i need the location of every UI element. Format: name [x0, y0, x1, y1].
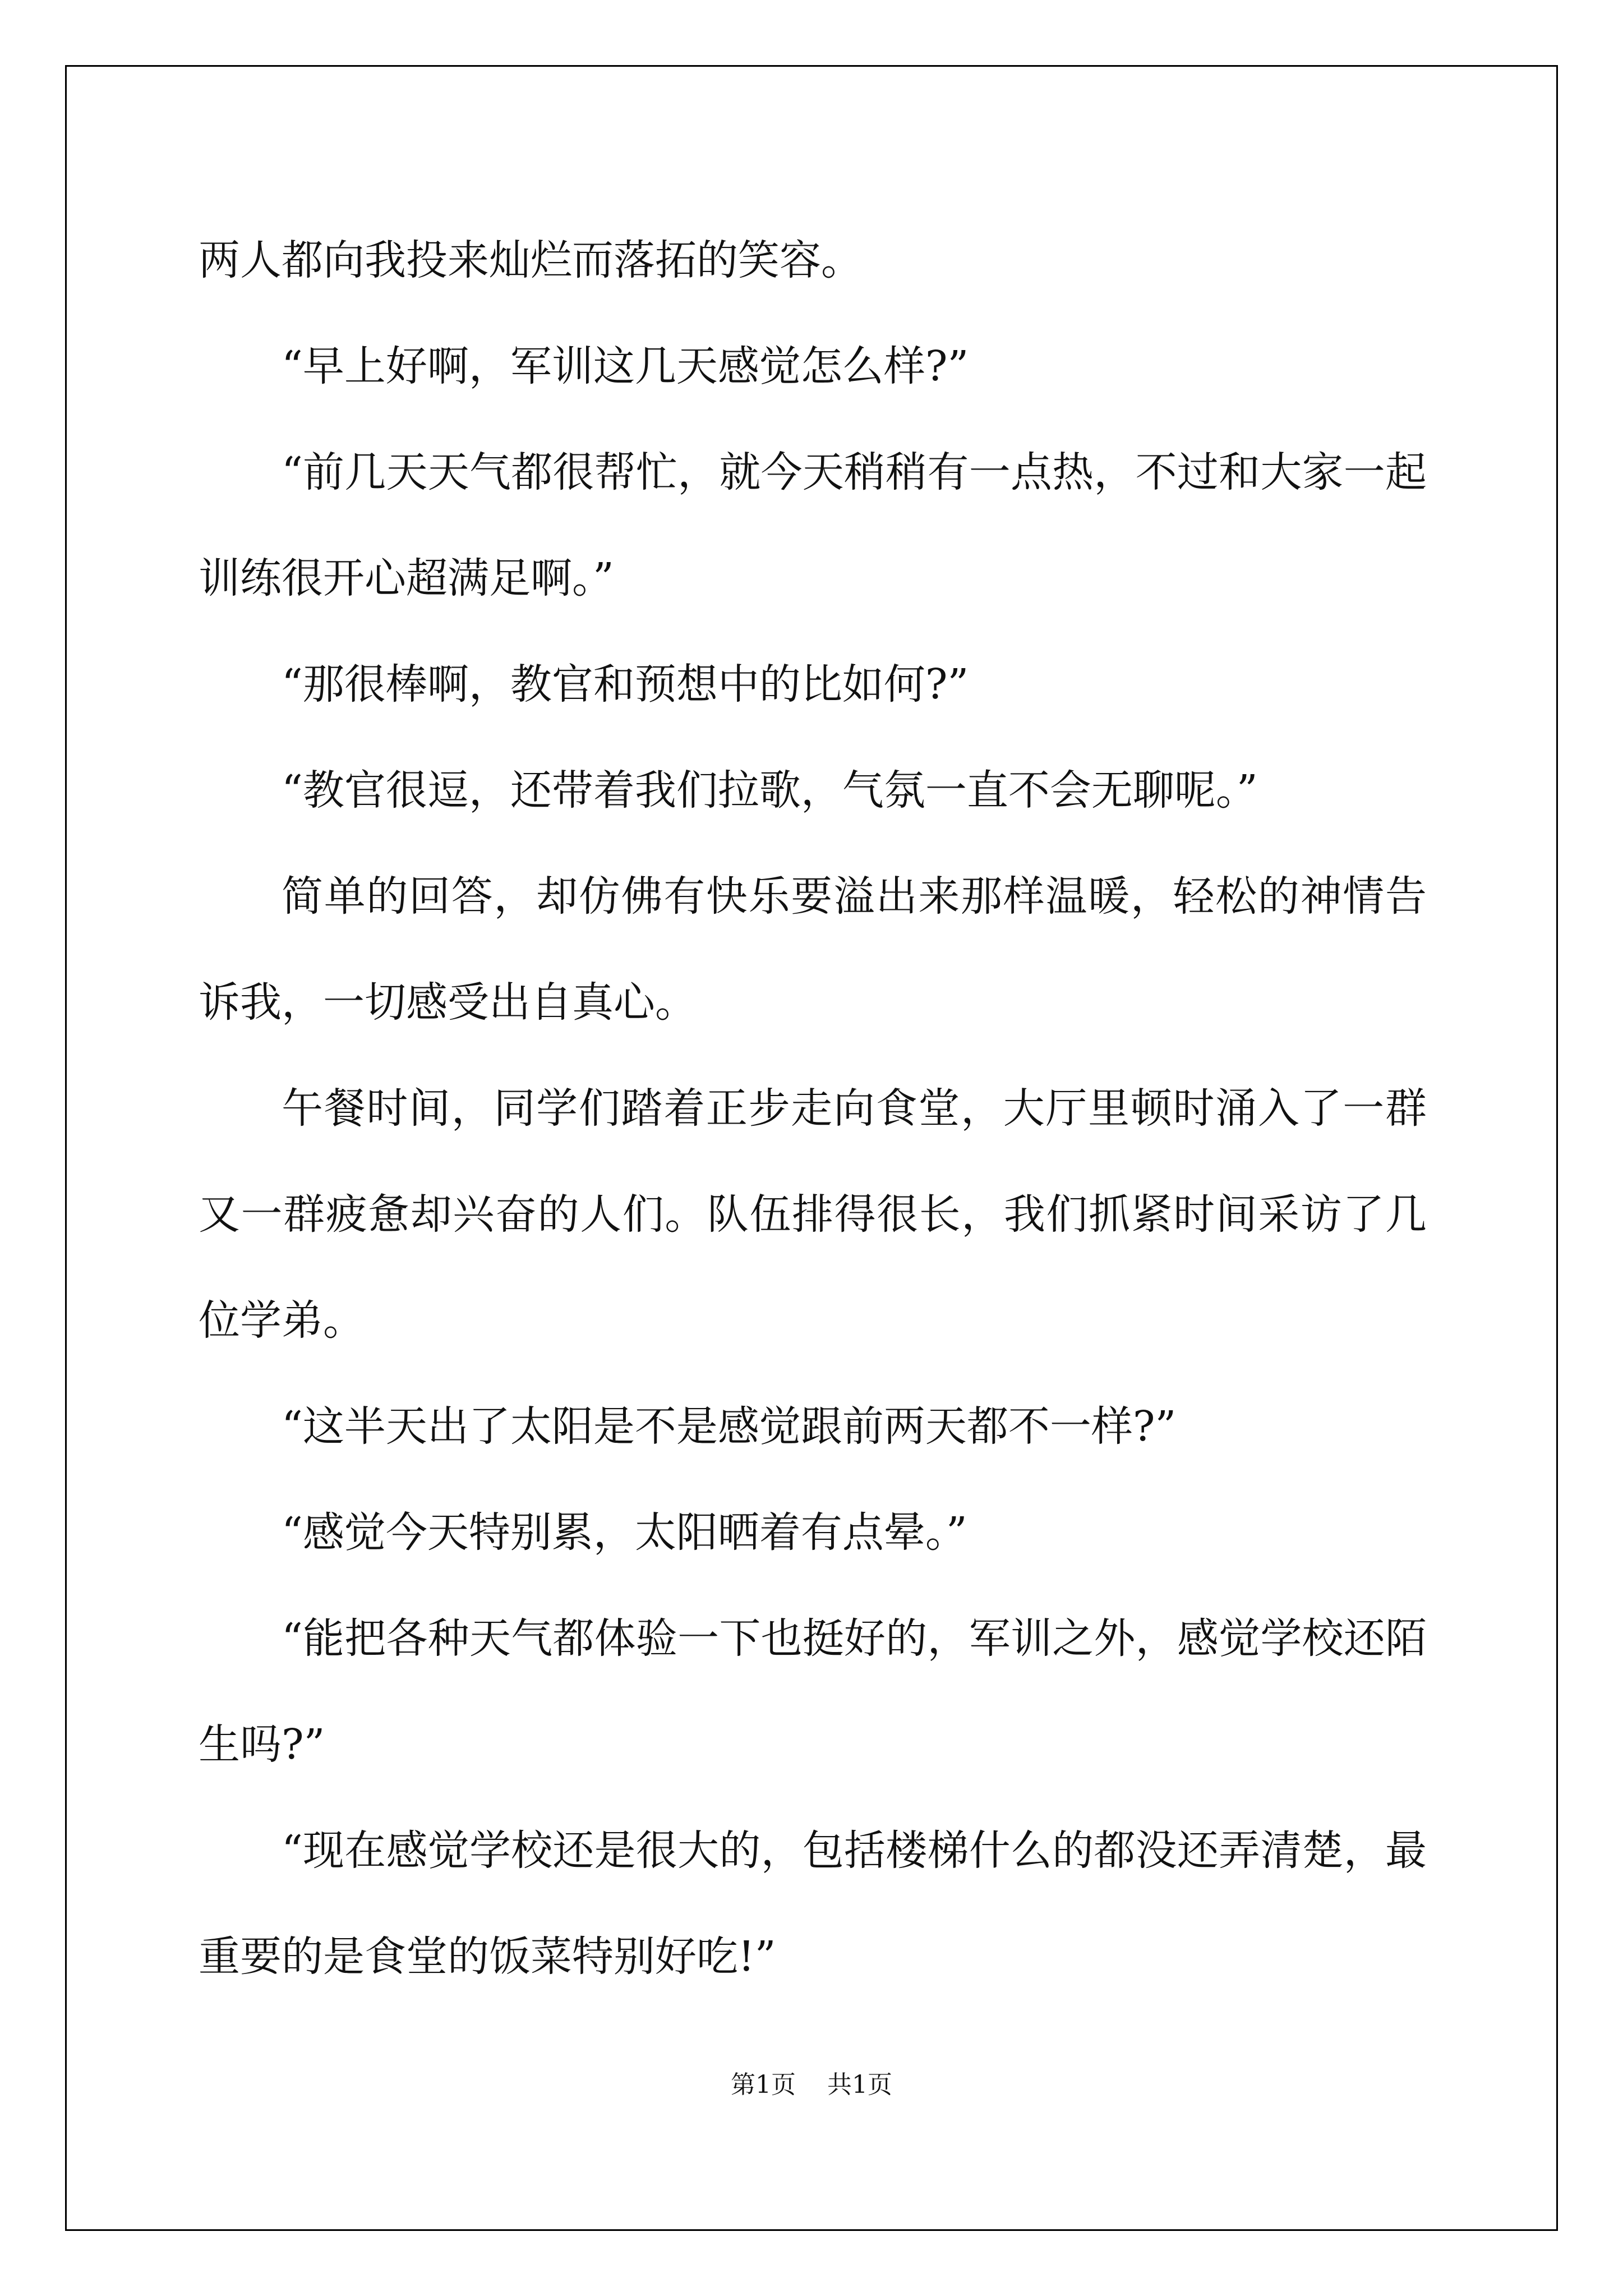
paragraph: 两人都向我投来灿烂而落拓的笑容。 — [199, 236, 863, 284]
paragraph: “前几天天气都很帮忙，就今天稍稍有一点热，不过和大家一起训练很开心超满足啊。” — [199, 448, 1427, 602]
page-number-total: 共1页 — [827, 2070, 892, 2099]
paragraph: “现在感觉学校还是很大的，包括楼梯什么的都没还弄清楚，最重要的是食堂的饭菜特别好吃!” — [199, 1826, 1427, 1981]
paragraph: “感觉今天特别累，太阳晒着有点晕。” — [282, 1508, 967, 1557]
page-footer — [0, 2064, 1623, 2100]
paragraph: 简单的回答，却仿佛有快乐要溢出来那样温暖，轻松的神情告诉我，一切感受出自真心。 — [199, 872, 1427, 1027]
paragraph: “能把各种天气都体验一下也挺好的，军训之外，感觉学校还陌生吗?” — [199, 1614, 1427, 1769]
paragraph: “教官很逗，还带着我们拉歌，气氛一直不会无聊呢。” — [282, 766, 1258, 815]
page-number-current: 第1页 — [731, 2070, 796, 2099]
paragraph: “早上好啊，军训这几天感觉怎么样?” — [282, 342, 969, 390]
paragraph: 午餐时间，同学们踏着正步走向食堂，大厅里顿时涌入了一群又一群疲惫却兴奋的人们。队伍排得很长，我们抓紧时间采访了几位学弟。 — [199, 1084, 1427, 1345]
paragraph: “那很棒啊，教官和预想中的比如何?” — [282, 660, 969, 708]
paragraph: “这半天出了太阳是不是感觉跟前两天都不一样?” — [282, 1402, 1177, 1451]
document-body — [199, 208, 1427, 2010]
